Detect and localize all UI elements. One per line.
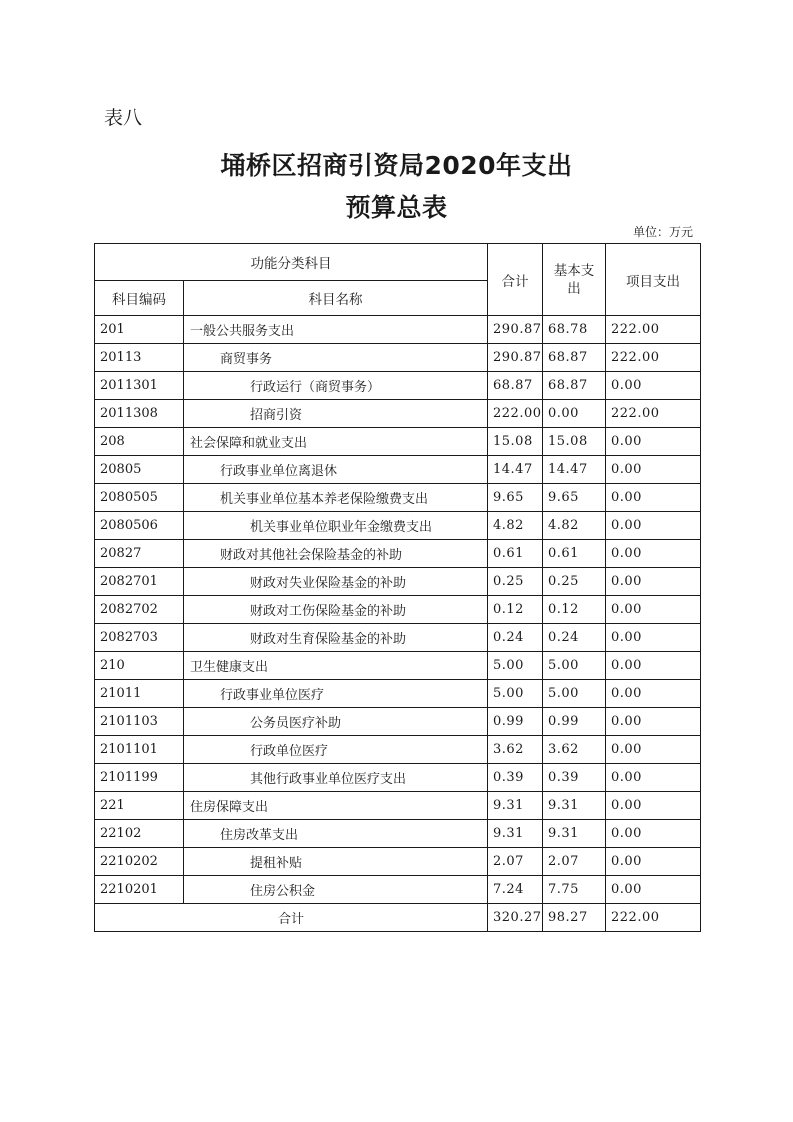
cell-basic: 0.00 bbox=[543, 400, 606, 428]
cell-basic: 4.82 bbox=[543, 512, 606, 540]
cell-name: 其他行政事业单位医疗支出 bbox=[184, 764, 488, 792]
table-row bbox=[95, 400, 701, 428]
header-name: 科目名称 bbox=[184, 281, 488, 316]
cell-project: 0.00 bbox=[606, 456, 701, 484]
cell-code: 20113 bbox=[95, 344, 184, 372]
cell-project: 0.00 bbox=[606, 596, 701, 624]
cell-code: 2082702 bbox=[95, 596, 184, 624]
cell-code: 2011301 bbox=[95, 372, 184, 400]
cell-total: 68.87 bbox=[488, 372, 543, 400]
table-row bbox=[95, 344, 701, 372]
cell-total: 0.99 bbox=[488, 708, 543, 736]
cell-code: 2101101 bbox=[95, 736, 184, 764]
page-title: 埇桥区招商引资局2020年支出 bbox=[220, 151, 573, 180]
cell-basic: 2.07 bbox=[543, 848, 606, 876]
table-row bbox=[95, 764, 701, 792]
table-row bbox=[95, 624, 701, 652]
cell-basic: 9.31 bbox=[543, 792, 606, 820]
cell-code: 208 bbox=[95, 428, 184, 456]
total-basic: 98.27 bbox=[543, 904, 606, 932]
cell-total: 0.24 bbox=[488, 624, 543, 652]
cell-code: 2080505 bbox=[95, 484, 184, 512]
cell-code: 2101199 bbox=[95, 764, 184, 792]
cell-basic: 68.87 bbox=[543, 372, 606, 400]
cell-total: 290.87 bbox=[488, 344, 543, 372]
cell-basic: 5.00 bbox=[543, 652, 606, 680]
cell-project: 0.00 bbox=[606, 764, 701, 792]
cell-total: 15.08 bbox=[488, 428, 543, 456]
table-row bbox=[95, 372, 701, 400]
page-subtitle: 预算总表 bbox=[345, 193, 448, 222]
cell-total: 222.00 bbox=[488, 400, 543, 428]
cell-total: 9.31 bbox=[488, 792, 543, 820]
cell-total: 4.82 bbox=[488, 512, 543, 540]
cell-total: 3.62 bbox=[488, 736, 543, 764]
cell-code: 20827 bbox=[95, 540, 184, 568]
cell-project: 0.00 bbox=[606, 876, 701, 904]
cell-total: 2.07 bbox=[488, 848, 543, 876]
table-row bbox=[95, 428, 701, 456]
table-row bbox=[95, 792, 701, 820]
cell-basic: 68.87 bbox=[543, 344, 606, 372]
cell-basic: 3.62 bbox=[543, 736, 606, 764]
cell-name: 财政对失业保险基金的补助 bbox=[184, 568, 488, 596]
cell-total: 290.87 bbox=[488, 316, 543, 344]
cell-project: 0.00 bbox=[606, 736, 701, 764]
total-sum: 320.27 bbox=[488, 904, 543, 932]
cell-name: 财政对生育保险基金的补助 bbox=[184, 624, 488, 652]
cell-name: 卫生健康支出 bbox=[184, 652, 488, 680]
cell-basic: 0.12 bbox=[543, 596, 606, 624]
cell-name: 财政对工伤保险基金的补助 bbox=[184, 596, 488, 624]
cell-code: 21011 bbox=[95, 680, 184, 708]
budget-table bbox=[94, 243, 701, 932]
table-row bbox=[95, 484, 701, 512]
cell-total: 7.24 bbox=[488, 876, 543, 904]
table-row bbox=[95, 568, 701, 596]
cell-name: 商贸事务 bbox=[184, 344, 488, 372]
table-row bbox=[95, 820, 701, 848]
cell-project: 0.00 bbox=[606, 820, 701, 848]
table-number-label: 表八 bbox=[104, 107, 143, 129]
cell-total: 14.47 bbox=[488, 456, 543, 484]
cell-total: 9.31 bbox=[488, 820, 543, 848]
cell-name: 机关事业单位职业年金缴费支出 bbox=[184, 512, 488, 540]
cell-project: 0.00 bbox=[606, 372, 701, 400]
cell-project: 0.00 bbox=[606, 680, 701, 708]
cell-name: 财政对其他社会保险基金的补助 bbox=[184, 540, 488, 568]
cell-code: 201 bbox=[95, 316, 184, 344]
cell-basic: 7.75 bbox=[543, 876, 606, 904]
cell-project: 222.00 bbox=[606, 316, 701, 344]
cell-name: 提租补贴 bbox=[184, 848, 488, 876]
header-code: 科目编码 bbox=[95, 281, 184, 316]
cell-basic: 0.61 bbox=[543, 540, 606, 568]
cell-project: 222.00 bbox=[606, 400, 701, 428]
cell-total: 0.12 bbox=[488, 596, 543, 624]
cell-code: 2011308 bbox=[95, 400, 184, 428]
cell-total: 0.25 bbox=[488, 568, 543, 596]
cell-name: 社会保障和就业支出 bbox=[184, 428, 488, 456]
header-category: 功能分类科目 bbox=[95, 244, 488, 281]
cell-basic: 0.24 bbox=[543, 624, 606, 652]
cell-code: 221 bbox=[95, 792, 184, 820]
total-row bbox=[95, 904, 701, 932]
cell-project: 0.00 bbox=[606, 484, 701, 512]
table-row bbox=[95, 540, 701, 568]
table-row bbox=[95, 708, 701, 736]
cell-project: 222.00 bbox=[606, 344, 701, 372]
cell-code: 2082701 bbox=[95, 568, 184, 596]
cell-name: 招商引资 bbox=[184, 400, 488, 428]
cell-name: 行政单位医疗 bbox=[184, 736, 488, 764]
table-row bbox=[95, 456, 701, 484]
table-row bbox=[95, 652, 701, 680]
cell-code: 22102 bbox=[95, 820, 184, 848]
cell-name: 住房公积金 bbox=[184, 876, 488, 904]
table-row bbox=[95, 848, 701, 876]
cell-name: 行政事业单位医疗 bbox=[184, 680, 488, 708]
cell-name: 公务员医疗补助 bbox=[184, 708, 488, 736]
cell-total: 9.65 bbox=[488, 484, 543, 512]
cell-code: 2210202 bbox=[95, 848, 184, 876]
table-row bbox=[95, 512, 701, 540]
cell-project: 0.00 bbox=[606, 428, 701, 456]
table-body bbox=[95, 316, 701, 904]
header-basic-line2: 出 bbox=[567, 280, 581, 297]
cell-code: 2210201 bbox=[95, 876, 184, 904]
cell-basic: 0.39 bbox=[543, 764, 606, 792]
total-project: 222.00 bbox=[606, 904, 701, 932]
cell-basic: 68.78 bbox=[543, 316, 606, 344]
cell-project: 0.00 bbox=[606, 792, 701, 820]
table-row bbox=[95, 596, 701, 624]
cell-name: 行政运行（商贸事务） bbox=[184, 372, 488, 400]
cell-name: 住房保障支出 bbox=[184, 792, 488, 820]
cell-project: 0.00 bbox=[606, 568, 701, 596]
cell-name: 行政事业单位离退休 bbox=[184, 456, 488, 484]
cell-basic: 5.00 bbox=[543, 680, 606, 708]
cell-code: 20805 bbox=[95, 456, 184, 484]
cell-basic: 9.31 bbox=[543, 820, 606, 848]
cell-basic: 15.08 bbox=[543, 428, 606, 456]
header-basic bbox=[543, 244, 606, 316]
cell-project: 0.00 bbox=[606, 540, 701, 568]
cell-name: 机关事业单位基本养老保险缴费支出 bbox=[184, 484, 488, 512]
cell-project: 0.00 bbox=[606, 708, 701, 736]
total-label: 合计 bbox=[95, 904, 488, 932]
header-project: 项目支出 bbox=[606, 244, 701, 316]
unit-label: 单位：万元 bbox=[632, 225, 693, 239]
cell-project: 0.00 bbox=[606, 512, 701, 540]
cell-basic: 0.25 bbox=[543, 568, 606, 596]
table-row bbox=[95, 876, 701, 904]
cell-name: 住房改革支出 bbox=[184, 820, 488, 848]
cell-total: 0.39 bbox=[488, 764, 543, 792]
table-row bbox=[95, 736, 701, 764]
cell-project: 0.00 bbox=[606, 652, 701, 680]
table-row bbox=[95, 316, 701, 344]
cell-code: 210 bbox=[95, 652, 184, 680]
cell-code: 2080506 bbox=[95, 512, 184, 540]
cell-basic: 0.99 bbox=[543, 708, 606, 736]
cell-code: 2101103 bbox=[95, 708, 184, 736]
cell-total: 5.00 bbox=[488, 680, 543, 708]
cell-project: 0.00 bbox=[606, 624, 701, 652]
cell-total: 5.00 bbox=[488, 652, 543, 680]
cell-basic: 14.47 bbox=[543, 456, 606, 484]
cell-basic: 9.65 bbox=[543, 484, 606, 512]
cell-total: 0.61 bbox=[488, 540, 543, 568]
cell-project: 0.00 bbox=[606, 848, 701, 876]
header-total: 合计 bbox=[488, 244, 543, 316]
cell-code: 2082703 bbox=[95, 624, 184, 652]
header-basic-line1: 基本支 bbox=[553, 262, 595, 279]
cell-name: 一般公共服务支出 bbox=[184, 316, 488, 344]
table-row bbox=[95, 680, 701, 708]
